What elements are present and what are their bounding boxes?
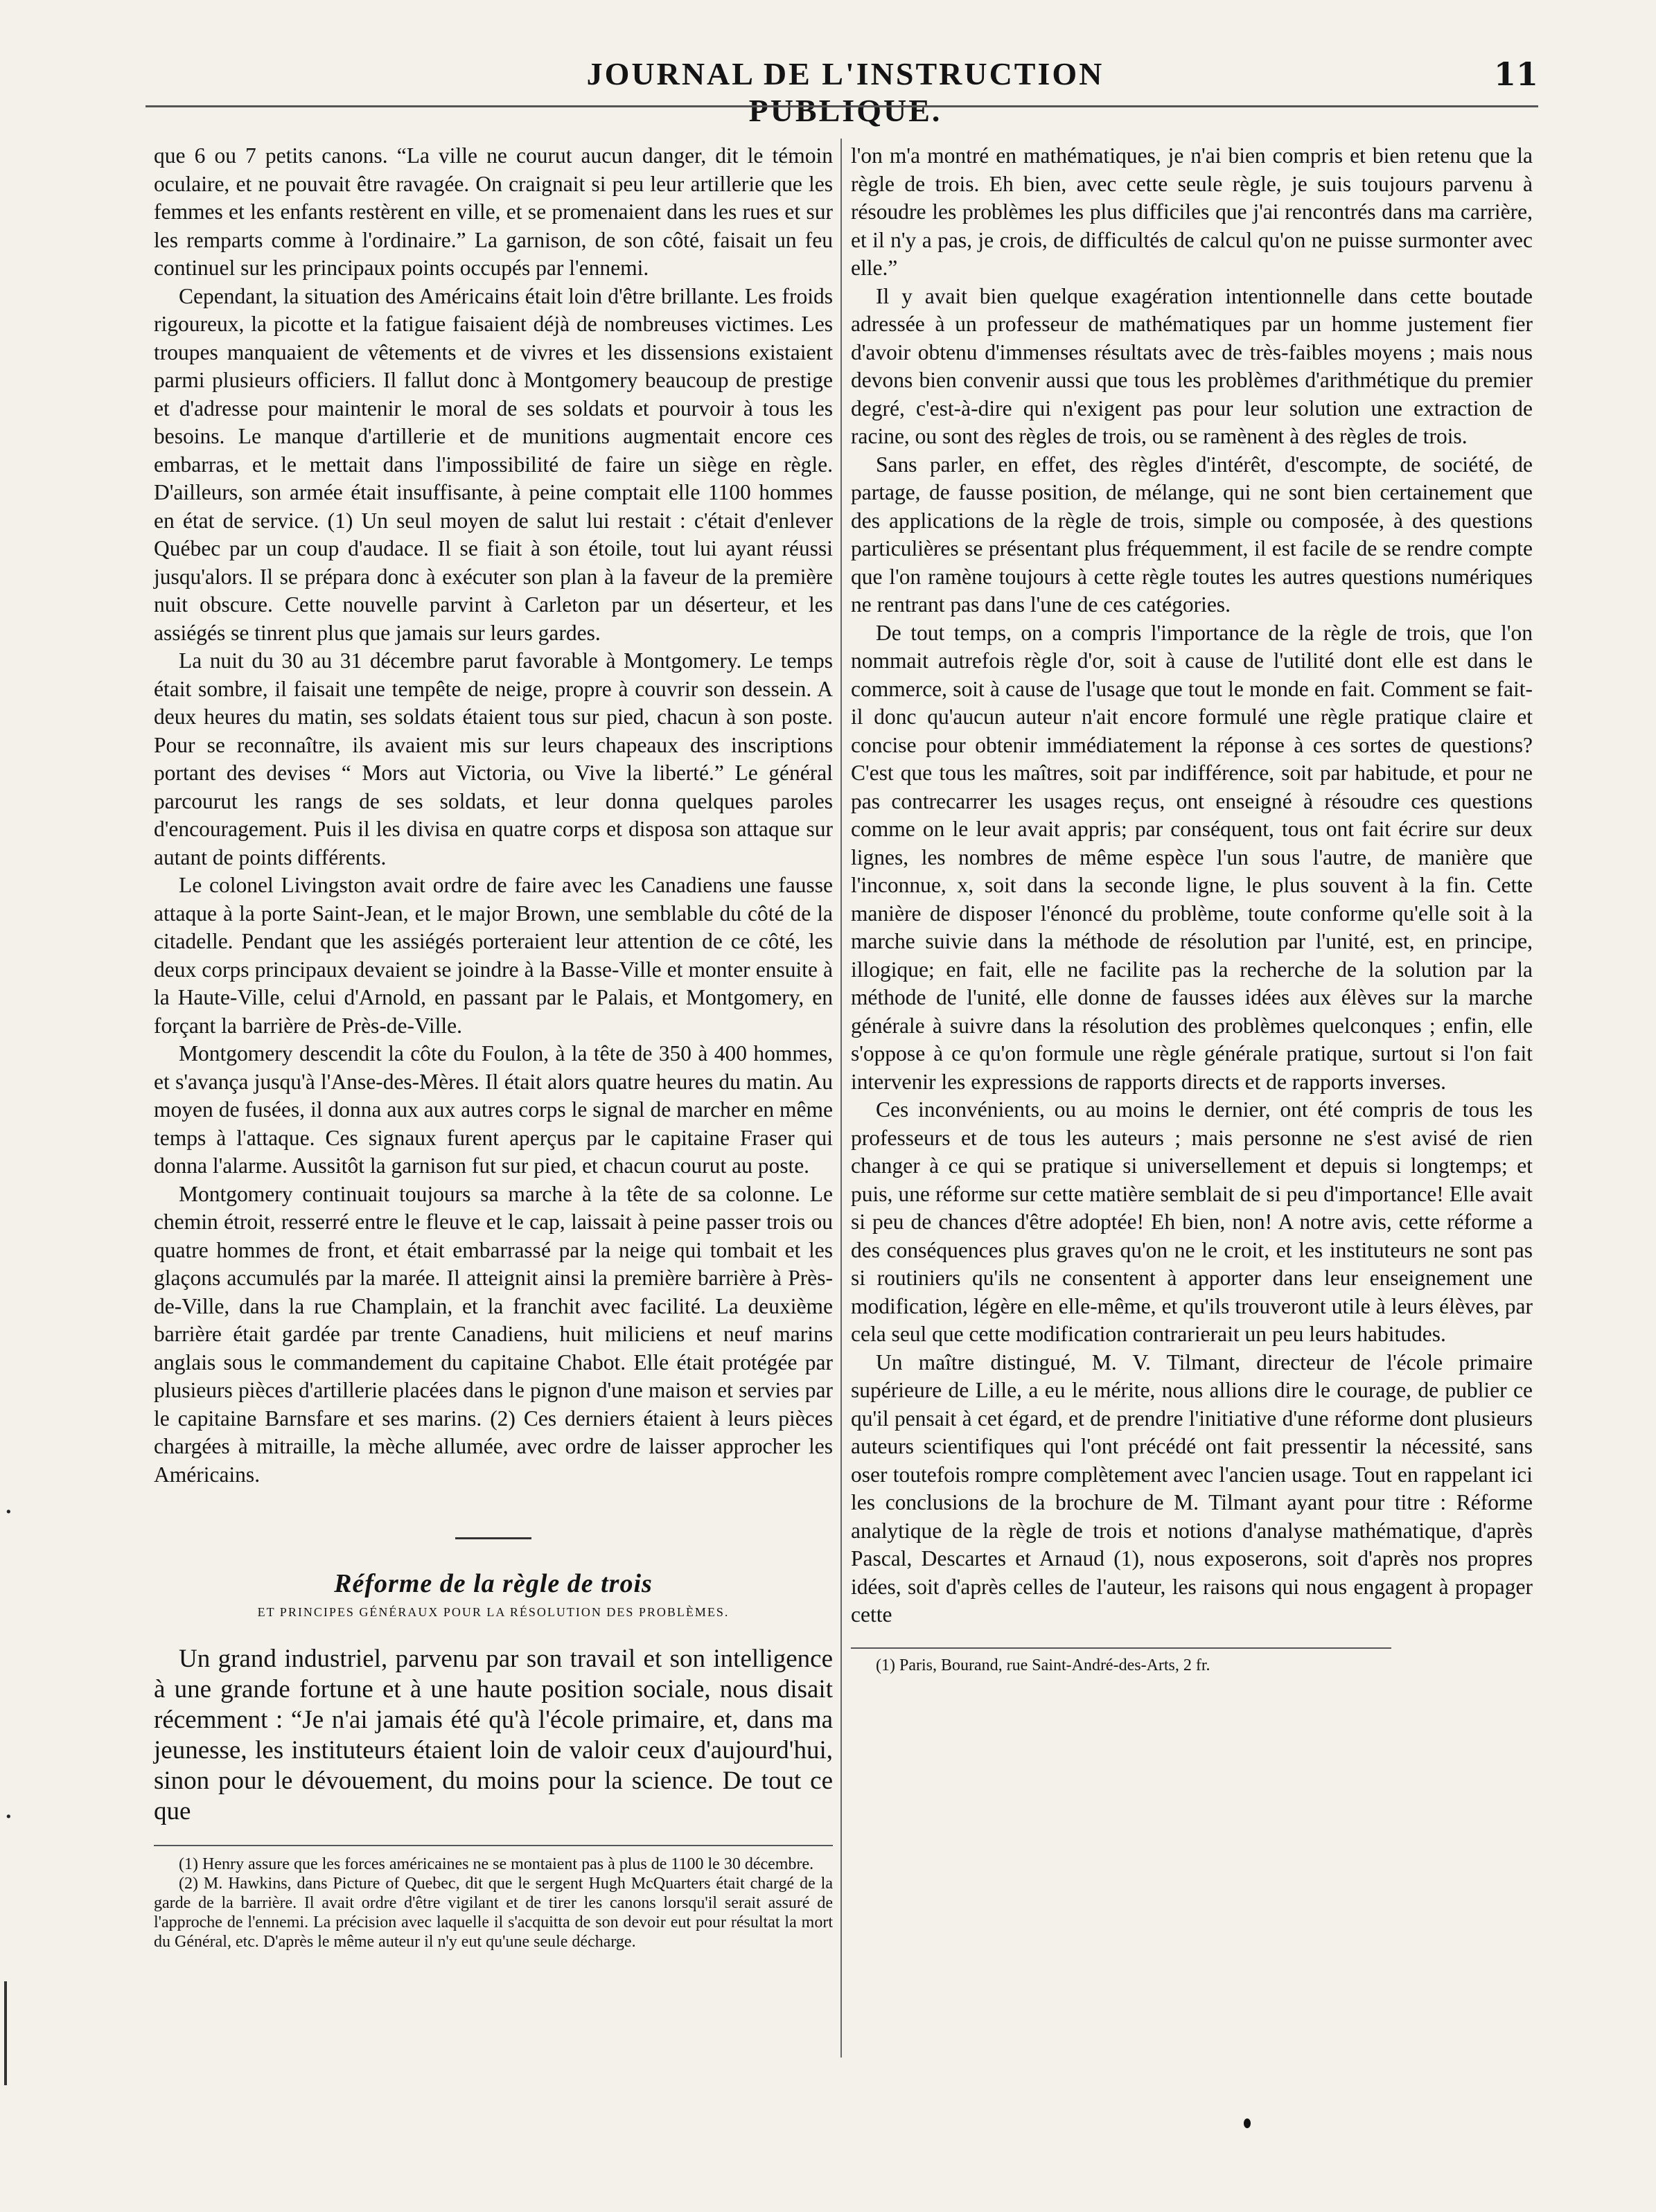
left-paragraph-4: Le colonel Livingston avait ordre de faire avec les Canadiens une fausse attaque à la porte Saint-Jean, et le major Brown, une semblable du côté de la citadelle. Pendant que les assiégés porteraient leur attention de ce côté, les deux corps principaux devaient se joindre à la Basse-Ville et monter ensuite à la Haute-Ville, celui d'Arnold, en passant par le Palais, et Montgomery, en forçant la barrière de Près-de-Ville. <box>154 873 833 1038</box>
left-paragraph-5: Montgomery descendit la côte du Foulon, à la tête de 350 à 400 hommes, et s'avança jusqu'à l'Anse-des-Mères. Il était alors quatre heures du matin. Au moyen de fusées, il donna aux aux autres corps le signal de marcher en même temps à l'attaque. Ces signaux furent aperçus par le capitaine Fraser qui donna l'alarme. Aussitôt la garnison fut sur pied, et chacun courut au poste. <box>154 1041 833 1178</box>
right-footnotes <box>851 1656 1533 1675</box>
right-paragraph-3: Sans parler, en effet, des règles d'intérêt, d'escompte, de société, de partage, de fausse position, de mélange, qui ne sont bien certainement que des applications de la règle de trois, simple ou composée, à des questions particulières se présentant plus fréquemment, il est facile de se rendre compte que l'on ramène toujours à cette règle toutes les autres questions numériques ne rentrant pas dans l'une de ces catégories. <box>851 452 1533 617</box>
footnote-right-1: (1) Paris, Bourand, rue Saint-André-des-Arts, 2 fr. <box>876 1656 1210 1674</box>
right-column <box>851 142 1533 1675</box>
right-paragraph-1: l'on m'a montré en mathématiques, je n'ai bien compris et bien retenu que la règle de trois. Eh bien, avec cette seule règle, je suis toujours parvenu à résoudre les problèmes les plus difficiles que j'ai rencontrés dans ma carrière, et il n'y a pas, je crois, de difficultés de calcul qu'on ne puisse surmonter avec elle.” <box>851 143 1533 280</box>
column-divider <box>840 139 842 2058</box>
footnote-rule <box>154 1845 833 1846</box>
journal-title: JOURNAL DE L'INSTRUCTION PUBLIQUE. <box>586 56 1104 128</box>
left-footnotes <box>154 1855 833 1952</box>
margin-line <box>4 1981 7 2085</box>
right-paragraph-2: Il y avait bien quelque exagération intentionnelle dans cette boutade adressée à un professeur de mathématiques par un homme justement fier d'avoir obtenu d'immenses résultats avec de très-faibles moyens ; mais nous devons bien convenir aussi que tous les problèmes d'arithmétique du premier degré, c'est-à-dire qui n'exigent pas pour leur solution une extraction de racine, ou sont des règles de trois, ou se ramènent à des règles de trois. <box>851 283 1533 448</box>
margin-mark: · <box>4 1801 13 1833</box>
intro-paragraph: Un grand industriel, parvenu par son travail et son intelligence à une grande fortune et à une haute position sociale, nous disait récemment : “Je n'ai jamais été qu'à l'école primaire, et, dans ma jeunesse, les instituteurs étaient loin de valoir ceux d'aujourd'hui, sinon pour le dévouement, du moins pour la science. De tout ce que <box>154 1645 833 1825</box>
right-paragraph-4: De tout temps, on a compris l'importance de la règle de trois, que l'on nommait autrefois règle d'or, soit à cause de l'utilité dont elle est dans le commerce, soit à cause de l'usage que tout le monde en fait. Comment se fait-il donc qu'aucun auteur n'ait encore formulé une règle pratique claire et concise pour obtenir immédiatement la réponse à ces sortes de questions? C'est que tous les maîtres, soit par indifférence, soit par habitude, et pour ne pas contrecarrer les usages reçus, ont enseigné à résoudre ces questions comme on le leur avait appris; par conséquent, tous ont fait écrire sur deux lignes, les nombres de même espèce l'un sous l'autre, de manière que l'inconnue, x, soit dans la seconde ligne, le plus souvent à la fin. Cette manière de disposer l'énoncé du problème, toute conforme qu'elle soit à la marche suivie dans la méthode de résolution par l'unité, est, en principe, illogique; en fait, elle ne facilite pas la recherche de la solution par la méthode de l'unité, elle donne de fausses idées aux élèves sur la marche générale à suivre dans la résolution des problèmes quelconques ; enfin, elle s'oppose à ce qu'on formule une règle générale pratique, surtout si l'on fait intervenir les expressions de rapports directs et de rapports inverses. <box>851 620 1533 1094</box>
left-paragraph-6: Montgomery continuait toujours sa marche à la tête de sa colonne. Le chemin étroit, resserré entre le fleuve et le cap, laissait à peine passer trois ou quatre hommes de front, et était embarrassé par la neige qui tombait et les glaçons accumulés par la marée. Il atteignit ainsi la première barrière à Près-de-Ville, dans la rue Champlain, et la franchit avec facilité. La deuxième barrière était gardée par trente Canadiens, huit miliciens et neuf marins anglais sous le commandement du capitaine Chabot. Elle était protégée par plusieurs pièces d'artillerie placées dans le pignon d'une maison et servies par le capitaine Barnsfare et ses marins. (2) Ces derniers étaient à leurs pièces chargées à mitraille, la mèche allumée, avec ordre de laisser approcher les Américains. <box>154 1181 833 1487</box>
footnote-1: (1) Henry assure que les forces américaines ne se montaient pas à plus de 1100 le 30 décembre. <box>179 1855 814 1873</box>
header-rule <box>146 105 1538 107</box>
page-number: 11 <box>1493 55 1538 93</box>
footnote-2: (2) M. Hawkins, dans Picture of Quebec, dit que le sergent Hugh McQuarters était chargé de la garde de la barrière. Il avait ordre d'être vigilant et de tirer les canons lorsqu'il serait assuré de l'approche de l'ennemi. La précision avec laquelle il s'acquitta de son devoir eut pour résultat la mort du Général, etc. D'après le même auteur il n'y eut qu'une seule décharge. <box>154 1875 833 1951</box>
section-separator <box>455 1537 531 1539</box>
left-paragraph-3: La nuit du 30 au 31 décembre parut favorable à Montgomery. Le temps était sombre, il faisait une tempête de neige, propre à couvrir son dessein. A deux heures du matin, ses soldats étaient tous sur pied, chacun à son poste. Pour se reconnaître, ils avaient mis sur leurs chapeaux des inscriptions portant des devises “ Mors aut Victoria, ou Vive la liberté.” Le général parcourut les rangs de ses soldats, et leur donna quelques paroles d'encouragement. Puis il les divisa en quatre corps et disposa son attaque sur autant de points différents. <box>154 648 833 869</box>
section-title: Réforme de la règle de trois <box>334 1569 653 1598</box>
footnote-rule <box>851 1647 1391 1649</box>
ink-dot <box>1244 2118 1251 2128</box>
right-paragraph-6: Un maître distingué, M. V. Tilmant, directeur de l'école primaire supérieure de Lille, a eu le mérite, nous allions dire le courage, de publier ce qu'il pensait à cet égard, et de prendre l'initiative d'une réforme dont plusieurs auteurs scientifiques qui l'ont précédé ont fait pressentir la nécessité, sans oser toutefois rompre complètement avec l'ancien usage. Tout en rappelant ici les conclusions de la brochure de M. Tilmant ayant pour titre : Réforme analytique de la règle de trois et notions d'analyse mathématique, d'après Pascal, Descartes et Arnaud (1), nous exposerons, soit d'après nos propres idées, soit d'après celles de l'auteur, les raisons qui nous engagent à propager cette <box>851 1350 1533 1627</box>
section-subtitle: ET PRINCIPES GÉNÉRAUX POUR LA RÉSOLUTION DES PROBLÈMES. <box>257 1604 730 1619</box>
intro-block <box>154 1644 833 1827</box>
margin-mark: · <box>4 1496 13 1528</box>
left-paragraph-2: Cependant, la situation des Américains était loin d'être brillante. Les froids rigoureux, la picotte et la fatigue faisaient déjà de nombreuses victimes. Les troupes manquaient de vêtements et de vivres et les dissensions existaient parmi plusieurs officiers. Il fallut donc à Montgomery beaucoup de prestige et d'adresse pour maintenir le moral de ses soldats et pourvoir à tous les besoins. Le manque d'artillerie et de munitions augmentait encore ces embarras, et le mettait dans l'impossibilité de faire un siège en règle. D'ailleurs, son armée était insuffisante, à peine comptait elle 1100 hommes en état de service. (1) Un seul moyen de salut lui restait : c'était d'enlever Québec par un coup d'audace. Il se fiait à son étoile, tout lui ayant réussi jusqu'alors. Il se prépara donc à exécuter son plan à la faveur de la première nuit obscure. Cette nouvelle parvint à Carleton par un déserteur, et les assiégés se tinrent plus que jamais sur leurs gardes. <box>154 283 833 645</box>
right-paragraph-5: Ces inconvénients, ou au moins le dernier, ont été compris de tous les professeurs et de tous les auteurs ; mais personne ne s'est avisé de rien changer à ce qui se pratique si universellement et depuis si longtemps; et puis, une réforme sur cette matière semblait de si peu d'importance! Elle avait si peu de chances d'être adoptée! Eh bien, non! A notre avis, cette réforme a des conséquences plus graves qu'on ne le croit, et les instituteurs ne sont pas si routiniers qu'ils ne consentent à apporter dans leur enseignement une modification, légère en elle-même, et qu'ils trouveront utile à leurs élèves, par cela seul que cette modification contrarierait un peu leurs habitudes. <box>851 1097 1533 1346</box>
left-column <box>154 142 833 1952</box>
page-header <box>146 55 1538 128</box>
left-paragraph-1: que 6 ou 7 petits canons. “La ville ne courut aucun danger, dit le témoin oculaire, et ne pouvait être ravagée. On craignait si peu leur artillerie que les femmes et les enfants restèrent en ville, et se promenaient dans les rues et sur les remparts comme à l'ordinaire.” La garnison, de son côté, faisait un feu continuel sur les principaux points occupés par l'ennemi. <box>154 143 833 280</box>
